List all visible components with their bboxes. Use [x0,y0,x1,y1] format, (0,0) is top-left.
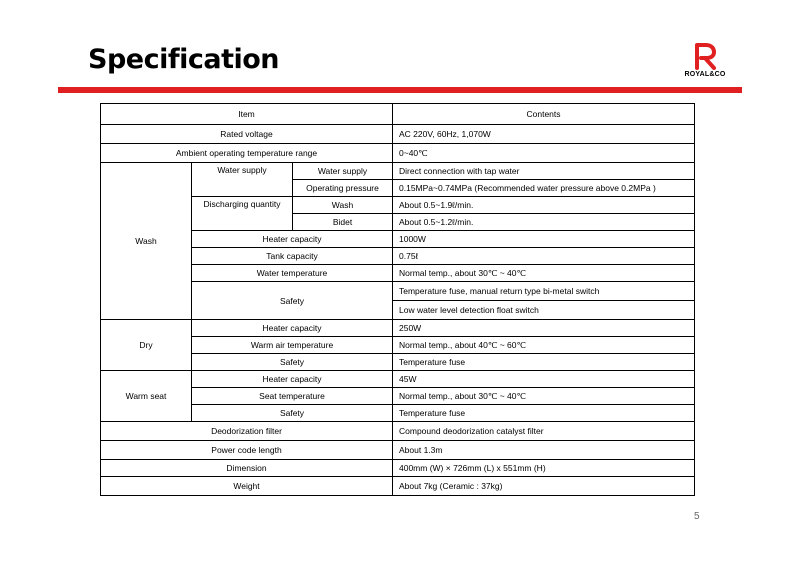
page-title: Specification [88,44,280,75]
row-value: Normal temp., about 30℃ ~ 40℃ [393,388,695,405]
sub-label: Wash [293,197,393,214]
row-value: Low water level detection float switch [393,301,695,320]
group-warm-seat: Warm seat [101,371,192,422]
row-value: About 0.5~1.9ℓ/min. [393,197,695,214]
row-label: Water temperature [192,265,393,282]
logo-text: ROYAL&CO [684,71,726,78]
row-label: Heater capacity [192,371,393,388]
row-label: Weight [101,477,393,496]
row-value: Compound deodorization catalyst filter [393,422,695,441]
row-label: Discharging quantity [192,197,293,231]
table-row [101,422,695,441]
row-value: 45W [393,371,695,388]
royal-logo-icon [692,42,718,70]
row-value: Normal temp., about 30℃ ~ 40℃ [393,265,695,282]
table-row [101,371,695,388]
row-label: Dimension [101,460,393,477]
header-contents: Contents [393,104,695,125]
row-value: AC 220V, 60Hz, 1,070W [393,125,695,144]
row-label: Heater capacity [192,320,393,337]
row-value: About 7kg (Ceramic : 37kg) [393,477,695,496]
row-label: Deodorization filter [101,422,393,441]
page-number: 5 [694,511,700,522]
royal-co-logo [680,42,730,82]
table-row [101,125,695,144]
row-label: Tank capacity [192,248,393,265]
row-label: Heater capacity [192,231,393,248]
header-divider [58,87,742,93]
header-item: Item [101,104,393,125]
row-value: 400mm (W) × 726mm (L) x 551mm (H) [393,460,695,477]
table-row [101,477,695,496]
row-label: Seat temperature [192,388,393,405]
row-value: 0.15MPa~0.74MPa (Recommended water pressure above 0.2MPa ) [393,180,695,197]
row-label: Warm air temperature [192,337,393,354]
row-value: 0~40℃ [393,144,695,163]
row-value: 0.75ℓ [393,248,695,265]
row-label: Safety [192,405,393,422]
row-label: Power code length [101,441,393,460]
row-value: Direct connection with tap water [393,163,695,180]
row-label: Safety [192,282,393,320]
row-value: Temperature fuse, manual return type bi-metal switch [393,282,695,301]
row-value: 1000W [393,231,695,248]
table-row [101,163,695,180]
table-row [101,144,695,163]
sub-label: Bidet [293,214,393,231]
row-value: Normal temp., about 40℃ ~ 60℃ [393,337,695,354]
row-value: About 1.3m [393,441,695,460]
row-value: Temperature fuse [393,354,695,371]
row-value: Temperature fuse [393,405,695,422]
group-dry: Dry [101,320,192,371]
sub-label: Operating pressure [293,180,393,197]
row-value: 250W [393,320,695,337]
specification-table [100,103,695,496]
row-value: About 0.5~1.2ℓ/min. [393,214,695,231]
table-row [101,320,695,337]
row-label: Safety [192,354,393,371]
row-label: Ambient operating temperature range [101,144,393,163]
group-wash: Wash [101,163,192,320]
table-header-row [101,104,695,125]
table-row [101,460,695,477]
row-label: Rated voltage [101,125,393,144]
row-label: Water supply [192,163,293,197]
sub-label: Water supply [293,163,393,180]
table-row [101,441,695,460]
